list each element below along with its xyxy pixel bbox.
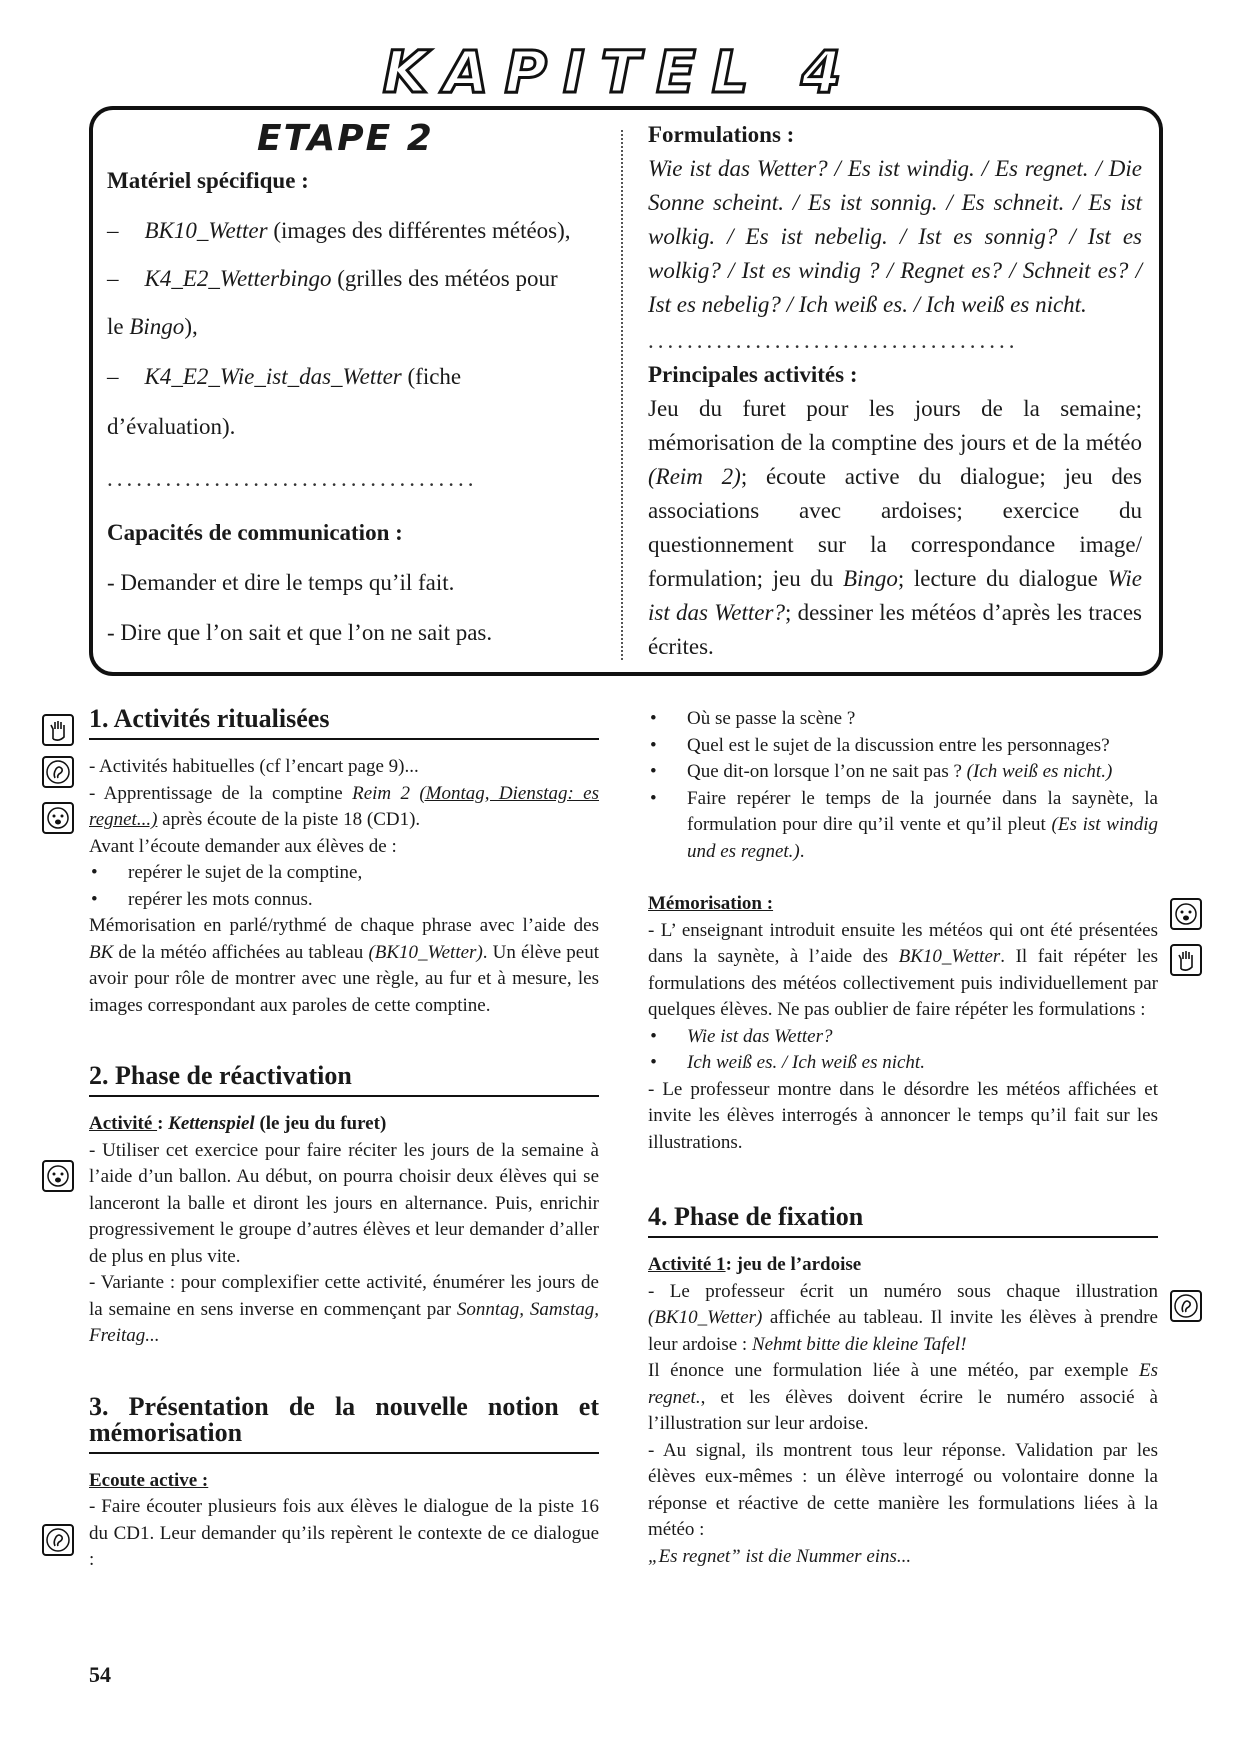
materiel-heading: Matériel spécifique : [107,168,309,193]
s1-line: - Activités habituelles (cf l’encart page 9)... [89,756,419,777]
s2-paragraph: - Utiliser cet exercice pour faire réciter les jours de la semaine à l’aide d’un ballon. Au début, on pourra choisir deux élèves qui se lanceront la balle et diront les jours en alternance. Puis, enrichir progressivement le groupe d’autres élèves et leur demander d’aller de plus en plus vite. [89,1139,599,1267]
left-column [89,706,599,1574]
capacite-item: - Dire que l’on sait et que l’on ne sait pas. [107,620,493,645]
section-title-presentation: 3. Présentation de la nouvelle notion et mémorisation [89,1394,599,1454]
formulations-heading: Formulations : [648,122,795,147]
summary-right-column [648,118,1142,664]
capacites-heading: Capacités de communication : [107,520,403,545]
s4-paragraph: - Le professeur écrit un numéro sous chaque illustration (BK10_Wetter) affichée au tableau. Il invite les élèves à prendre leur ardoise : Nehmt bitte die kleine Tafel! [648,1280,1158,1355]
memorisation-paragraph: - Le professeur montre dans le désordre les météos affichées et invite les élèves interrogés à annoncer le temps qu’il fait sur les illustrations. [648,1078,1158,1153]
chapter-title: KAPITEL 4 [382,38,858,106]
list-item: • Wie ist das Wetter? [648,1024,1158,1051]
s4-activite-heading: Activité 1: jeu de l’ardoise [648,1254,862,1275]
materiel-item: – BK10_Wetter (images des différentes météos), [107,218,571,243]
s2-activite-heading: Activité : Kettenspiel (le jeu du furet) [89,1113,387,1134]
list-item: • Où se passe la scène ? [648,706,1158,733]
section-title-ritualisees: 1. Activités ritualisées [89,706,599,740]
summary-box-divider [621,130,623,660]
list-item: • Faire repérer le temps de la journée dans la saynète, la formulation pour dire qu’il vente et qu’il pleut (Es ist windig und es regnet.). [648,786,1158,866]
right-column [648,706,1158,1570]
raised-hand-icon [1170,944,1202,976]
s1-line: Avant l’écoute demander aux élèves de : [89,835,397,857]
s3-paragraph: - Faire écouter plusieurs fois aux élèves le dialogue de la piste 16 du CD1. Leur demander qu’ils repèrent le contexte de ce dialogue : [89,1496,599,1570]
activites-heading: Principales activités : [648,362,858,387]
ear-listening-icon [42,756,74,788]
memorisation-heading: Mémorisation : [648,893,774,914]
page-number: 54 [89,1662,111,1687]
s2-paragraph: - Variante : pour complexifier cette activité, énumérer les jours de la semaine en sens inverse en commençant par Sonntag, Samstag, Freitag... [89,1272,599,1346]
activites-text: Jeu du furet pour les jours de la semaine; mémorisation de la comptine des jours et de la météo (Reim 2); écoute active du dialogue; jeu des associations avec ardoises; exercice du questionnement sur la correspondance image/ formulation; jeu du Bingo; lecture du dialogue Wie ist das Wetter?; dessiner les météos d’après les traces écrites. [648,396,1143,659]
speaking-face-icon [42,802,74,834]
ear-listening-icon [42,1524,74,1556]
section-title-reactivation: 2. Phase de réactivation [89,1063,599,1097]
formulations-text: Wie ist das Wetter? / Es ist windig. / Es regnet. / Die Sonne scheint. / Es ist sonnig. / Es schneit. / Es ist wolkig. / Es ist nebelig. / Ist es sonnig? / Ist es wolkig? / Ist es windig ? / Regnet es? / Schneit es? / Ist es nebelig? / Ich weiß es. / Ich weiß es nicht. [648,156,1142,317]
s1-paragraph: Mémorisation en parlé/rythmé de chaque phrase avec l’aide des BK de la météo affichées au tableau (BK10_Wetter). Un élève peut avoir pour rôle de montrer avec une règle, au fur et à mesure, les images correspondant aux paroles de cette comptine. [89,915,600,1016]
capacite-item: - Demander et dire le temps qu’il fait. [107,570,455,595]
list-item: • repérer le sujet de la comptine, [89,860,599,887]
list-item: • Que dit-on lorsque l’on ne sait pas ? (Ich weiß es nicht.) [648,759,1158,786]
materiel-item-continuation: le Bingo), [107,314,198,339]
list-item: • Ich weiß es. / Ich weiß es nicht. [648,1050,1158,1077]
ecoute-heading: Ecoute active : [89,1469,209,1491]
ear-listening-icon [1170,1290,1202,1322]
list-item: • repérer les mots connus. [89,887,599,914]
dotted-separator: ...................................... [648,328,1019,353]
s4-paragraph: - Au signal, ils montrent tous leur réponse. Validation par les élèves eux-mêmes : un élève interrogé ou volontaire donne la réponse et réactive de cette manière les formulations liées à la météo : [648,1439,1158,1540]
section-title-fixation: 4. Phase de fixation [648,1204,1158,1238]
speaking-face-icon [42,1160,74,1192]
etape-title: ETAPE 2 [257,118,434,159]
materiel-item-continuation: d’évaluation). [107,414,236,439]
list-item: • Quel est le sujet de la discussion entre les personnages? [648,733,1158,760]
s1-bullet-list [89,860,599,913]
materiel-item: – K4_E2_Wie_ist_das_Wetter (fiche [107,364,462,389]
memorisation-bullet-list [648,1024,1158,1077]
speaking-face-icon [1170,898,1202,930]
s4-paragraph: Il énonce une formulation liée à une météo, par exemple Es regnet., et les élèves doivent écrire le numéro associé à l’illustration sur leur ardoise. [648,1360,1158,1434]
materiel-item: – K4_E2_Wetterbingo (grilles des météos pour [107,266,558,291]
s4-paragraph: „Es regnet” ist die Nummer eins... [648,1545,912,1567]
contexte-bullet-list [648,706,1158,865]
raised-hand-icon [42,714,74,746]
memorisation-paragraph: - L’ enseignant introduit ensuite les météos qui ont été présentées dans la saynète, à l’aide des BK10_Wetter. Il fait répéter les formulations des météos collectivement puis individuellement par quelques élèves. Ne pas oublier de faire répéter les formulations : [648,919,1158,1020]
s1-line: - Apprentissage de la comptine Reim 2 (Montag, Dienstag: es regnet...) après écoute de la piste 18 (CD1). [89,782,600,830]
dotted-separator: ...................................... [107,466,478,491]
